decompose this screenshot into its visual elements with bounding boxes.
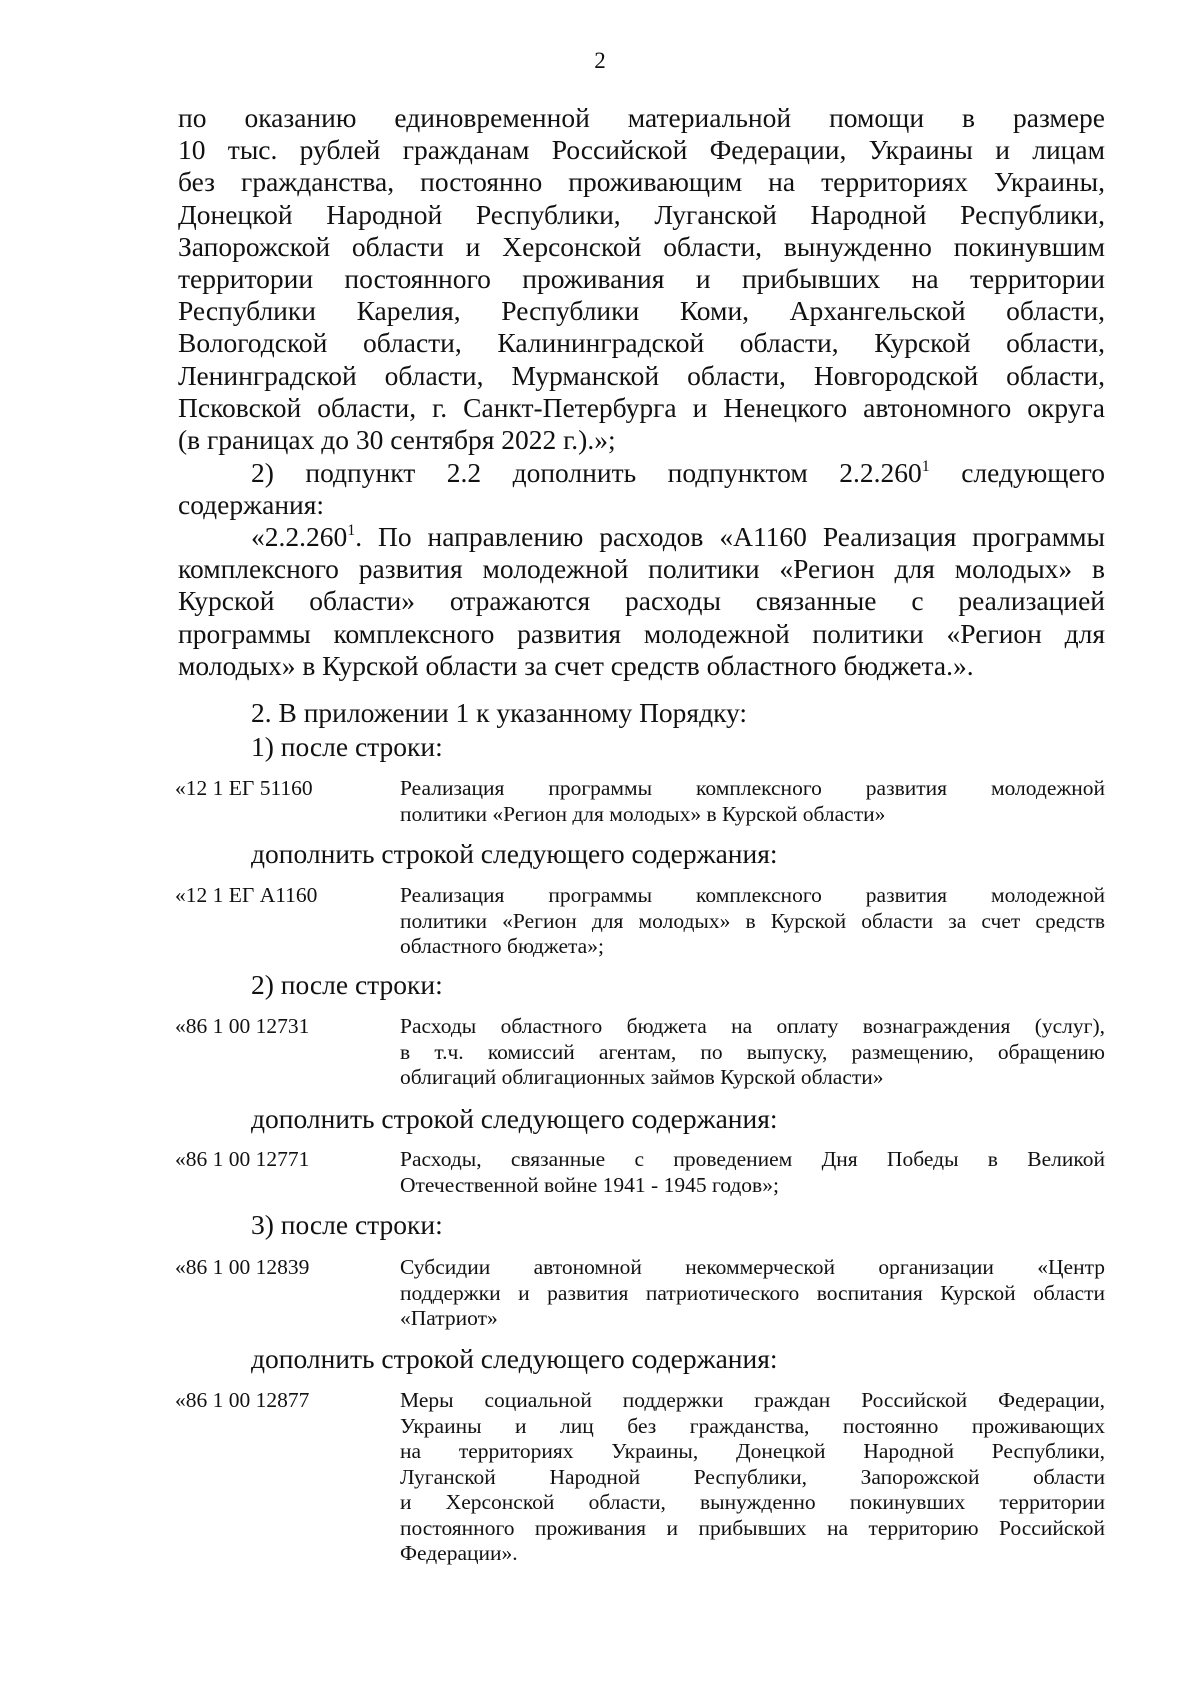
budget-code: «86 1 00 12839 xyxy=(175,1255,310,1279)
text-line: Республики Карелия, Республики Коми, Архангельской области, xyxy=(178,295,1105,327)
section-intro: 3) после строки: xyxy=(251,1209,443,1240)
text-line: содержания: xyxy=(178,489,325,521)
text-line: (в границах до 30 сентября 2022 г.).»; xyxy=(178,424,616,456)
budget-code: «12 1 ЕГ А1160 xyxy=(175,883,318,907)
text-line: по оказанию единовременной материальной помощи в размере xyxy=(178,102,1105,133)
text-line: Федерации». xyxy=(400,1541,518,1565)
section-intro: 1) после строки: xyxy=(251,731,443,762)
text-line: Запорожской области и Херсонской области, вынужденно покинувшим xyxy=(178,230,1105,262)
budget-code: «12 1 ЕГ 51160 xyxy=(175,776,313,800)
text-line: Расходы областного бюджета на оплату вознаграждения (услуг), xyxy=(400,1014,1105,1038)
code-description xyxy=(400,1388,1105,1567)
text-line: на территориях Украины, Донецкой Народной Республики, xyxy=(400,1439,1105,1463)
add-row-intro: дополнить строкой следующего содержания: xyxy=(251,1343,778,1374)
paragraph-continuation xyxy=(178,102,1105,456)
code-description xyxy=(400,1255,1105,1332)
text-line: Ленинградской области, Мурманской области, Новгородской области, xyxy=(178,359,1105,391)
code-description xyxy=(400,1147,1105,1198)
section-intro: 2) после строки: xyxy=(251,969,443,1000)
text-line: постоянного проживания и прибывших на территорию Российской xyxy=(400,1515,1105,1540)
text-line: Луганской Народной Республики, Запорожской области xyxy=(400,1464,1105,1489)
add-row-intro: дополнить строкой следующего содержания: xyxy=(251,838,778,869)
text-line: Вологодской области, Калининградской области, Курской области, xyxy=(178,327,1105,359)
text-line: 2) подпункт 2.2 дополнить подпунктом 2.2.260$^1$ следующего xyxy=(251,457,1105,488)
code-description xyxy=(400,1014,1105,1091)
superscript: 1 xyxy=(921,458,930,475)
text-line: и Херсонской области, вынужденно покинувших территории xyxy=(400,1490,1105,1514)
text-line: Меры социальной поддержки граждан Российской Федерации, xyxy=(400,1388,1105,1412)
code-description xyxy=(400,776,1105,827)
add-row-intro: дополнить строкой следующего содержания: xyxy=(251,1103,778,1134)
paragraph-new-subitem xyxy=(178,521,1105,682)
text-line: Расходы, связанные с проведением Дня Победы в Великой xyxy=(400,1147,1105,1171)
paragraph-subitem-2 xyxy=(178,457,1105,521)
text-line: политики «Регион для молодых» в Курской области за счет средств xyxy=(400,908,1105,933)
budget-code: «86 1 00 12731 xyxy=(175,1014,310,1038)
text-line: облигаций облигационных займов Курской области» xyxy=(400,1065,884,1089)
text-line: «2.2.260$^1$. По направлению расходов «А1160 Реализация программы xyxy=(251,521,1105,552)
text-line: Украины и лиц без гражданства, постоянно проживающих xyxy=(400,1413,1105,1438)
text-line: программы комплексного развития молодежной политики «Регион для xyxy=(178,617,1105,649)
text-line: областного бюджета»; xyxy=(400,934,604,958)
text-line: молодых» в Курской области за счет средств областного бюджета.». xyxy=(178,649,974,681)
text-line: Донецкой Народной Республики, Луганской Народной Республики, xyxy=(178,198,1105,230)
text-line: Псковской области, г. Санкт-Петербурга и Ненецкого автономного округа xyxy=(178,391,1105,423)
text-line: 10 тыс. рублей гражданам Российской Федерации, Украины и лицам xyxy=(178,134,1105,166)
text-line: Субсидии автономной некоммерческой организации «Центр xyxy=(400,1255,1105,1279)
text-line: комплексного развития молодежной политики «Регион для молодых» в xyxy=(178,553,1105,585)
budget-code: «86 1 00 12877 xyxy=(175,1388,310,1412)
page-number: 2 xyxy=(594,48,606,73)
text-line: «Патриот» xyxy=(400,1306,498,1330)
paragraph-appendix: 2. В приложении 1 к указанному Порядку: xyxy=(251,697,748,728)
superscript: 1 xyxy=(347,522,356,539)
text-line: политики «Регион для молодых» в Курской области» xyxy=(400,801,886,826)
budget-code: «86 1 00 12771 xyxy=(175,1147,310,1171)
text-line: в т.ч. комиссий агентам, по выпуску, размещению, обращению xyxy=(400,1039,1105,1064)
text-line: Реализация программы комплексного развития молодежной xyxy=(400,776,1105,800)
code-description xyxy=(400,883,1105,960)
text-line: Курской области» отражаются расходы связанные с реализацией xyxy=(178,585,1105,617)
text-line: Реализация программы комплексного развития молодежной xyxy=(400,883,1105,907)
text-line: без гражданства, постоянно проживающим на территориях Украины, xyxy=(178,166,1105,198)
text-line: территории постоянного проживания и прибывших на территории xyxy=(178,263,1105,295)
text-line: Отечественной войне 1941 - 1945 годов»; xyxy=(400,1172,779,1197)
text-line: поддержки и развития патриотического воспитания Курской области xyxy=(400,1280,1105,1305)
